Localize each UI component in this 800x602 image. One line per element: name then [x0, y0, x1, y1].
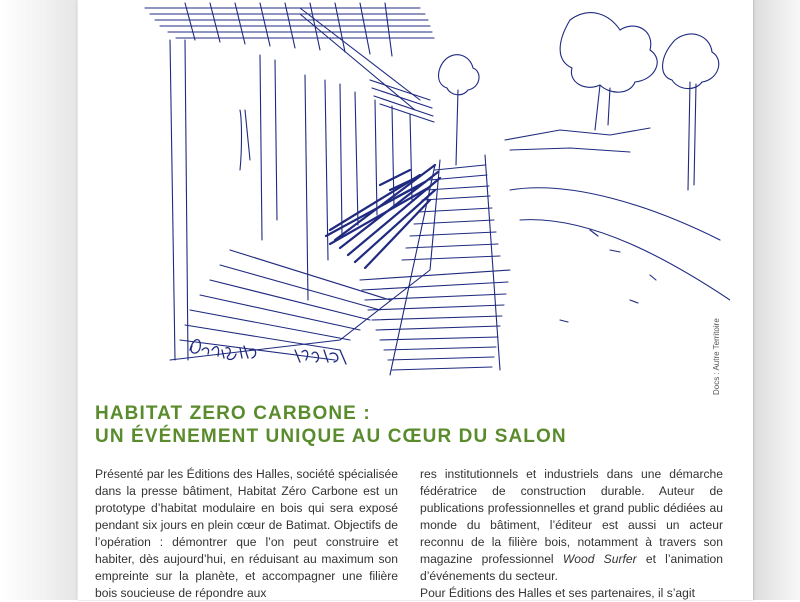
magazine-name: Wood Surfer [562, 552, 637, 566]
backdrop-right [753, 0, 800, 600]
sketch-trees [439, 13, 731, 322]
sketch-roof [145, 3, 434, 122]
architectural-sketch-illustration [90, 0, 730, 395]
article-headline [95, 402, 735, 448]
sketch-deck [180, 155, 510, 375]
sketch-building [170, 40, 440, 360]
sketch-caption-text: Perspective [190, 352, 274, 369]
headline-line-1: HABITAT ZERO CARBONE : [95, 403, 371, 424]
headline-line-2: UN ÉVÉNEMENT UNIQUE AU CŒUR DU SALON [95, 426, 567, 447]
article-text: et l’animation d’événements du secteur. [420, 552, 723, 583]
backdrop-left [0, 0, 77, 600]
article-column-left: Présenté par les Éditions des Halles, société spécialisée dans la presse bâtiment, Habitat Zéro Carbone est un prototype d’habitat modulaire en bois qui sera exposé pendant six jours en plein cœur de Batimat. Objectifs de l’opération : démontrer que l’on peut construire et habiter, dès aujourd’hui, en réduisant au maximum son empreinte sur la planète, et accompagner une filière bois soucieuse de répondre aux [95, 467, 398, 600]
article-text: Pour Éditions des Halles et ses partenaires, il s’agit [420, 586, 695, 600]
sketch-bench-shadow [326, 165, 440, 268]
article-column-right [420, 466, 723, 602]
article-text: res institutionnels et industriels dans une démarche fédératrice de construction durable. Auteur de publications professionnelles et grand public dédiées au monde du bâtiment, l’éditeur est aussi un acteur reconnu de la filière bois, notamment à travers son magazine professionnel [420, 467, 723, 566]
photo-credit: Docs : Autre Territoire [712, 318, 721, 395]
